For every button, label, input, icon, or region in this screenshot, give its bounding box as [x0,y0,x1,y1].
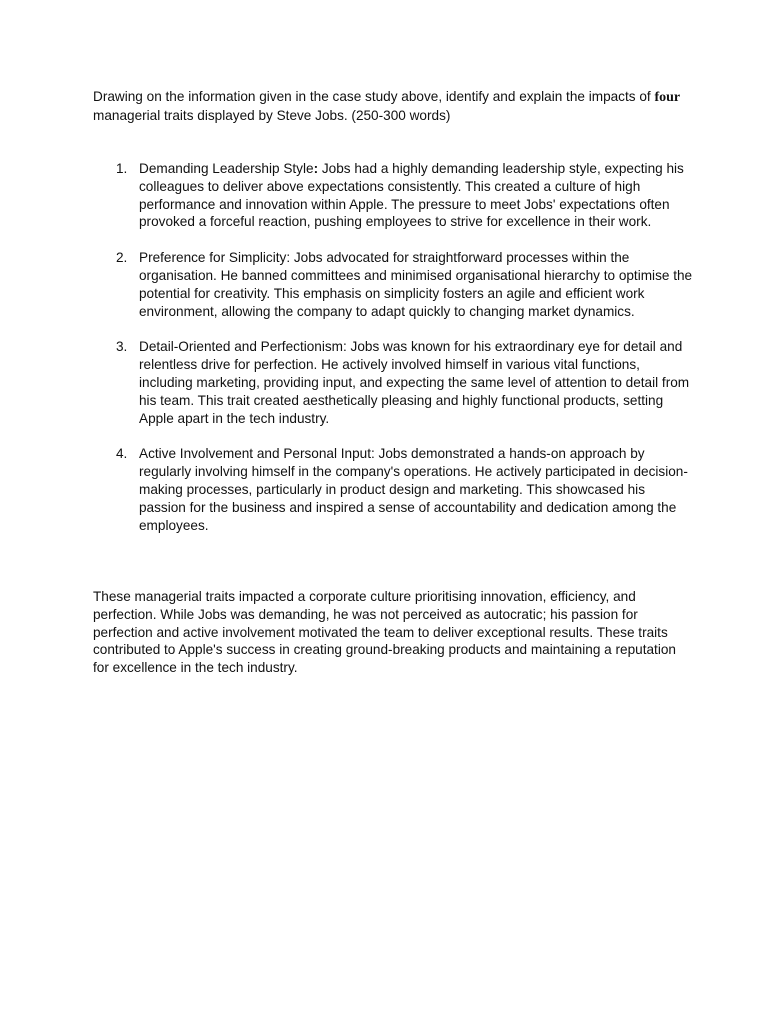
trait-text: Jobs demonstrated a hands-on approach by regularly involving himself in the company's operations. He actively participated in decision-making processes, particularly in product design and marketing. This showcased his passion for the business and inspired a sense of accountability and dedication among the employees. [139,446,688,533]
prompt-text-after: managerial traits displayed by Steve Jobs. (250-300 words) [93,108,451,123]
trait-number: 4. [116,446,128,462]
trait-title: Active Involvement and Personal Input: [139,446,375,462]
trait-item [93,338,693,427]
trait-title: Preference for Simplicity: [139,250,291,266]
trait-title: Detail-Oriented and Perfectionism: [139,339,347,355]
prompt-text-before: Drawing on the information given in the case study above, identify and explain the impacts of [93,89,655,104]
trait-item [93,160,693,231]
prompt-bold-word: four [654,90,681,105]
trait-text: Jobs was known for his extraordinary eye for detail and relentless drive for perfection. He actively involved himself in various vital functions, including marketing, providing input, and expecting the same level of attention to detail from his team. This trait created aesthetically pleasing and highly functional products, setting Apple apart in the tech industry. [139,339,690,426]
trait-text: Jobs had a highly demanding leadership style, expecting his colleagues to deliver above expectations consistently. This created a culture of high performance and innovation within Apple. The pressure to meet Jobs' expectations often provoked a forceful reaction, pushing employees to strive for excellence in their work. [139,161,684,230]
question-prompt [93,88,693,125]
traits-list [93,160,693,552]
trait-title: Demanding Leadership Style [139,161,314,176]
conclusion-paragraph: These managerial traits impacted a corporate culture prioritising innovation, efficiency, and perfection. While Jobs was demanding, he was not perceived as autocratic; his passion for perfection and active involvement motivated the team to deliver exceptional results. These traits contributed to Apple's success in creating ground-breaking products and maintaining a reputation for excellence in the tech industry. [93,589,676,676]
trait-item [93,249,693,320]
trait-colon: : [313,161,319,176]
trait-number: 3. [116,339,128,355]
trait-number: 1. [116,161,128,176]
trait-number: 2. [116,250,128,266]
trait-item [93,445,693,534]
trait-text: Jobs advocated for straightforward processes within the organisation. He banned committees and minimised organisational hierarchy to optimise the potential for creativity. This emphasis on simplicity fosters an agile and efficient work environment, allowing the company to adapt quickly to changing market dynamics. [139,250,693,319]
